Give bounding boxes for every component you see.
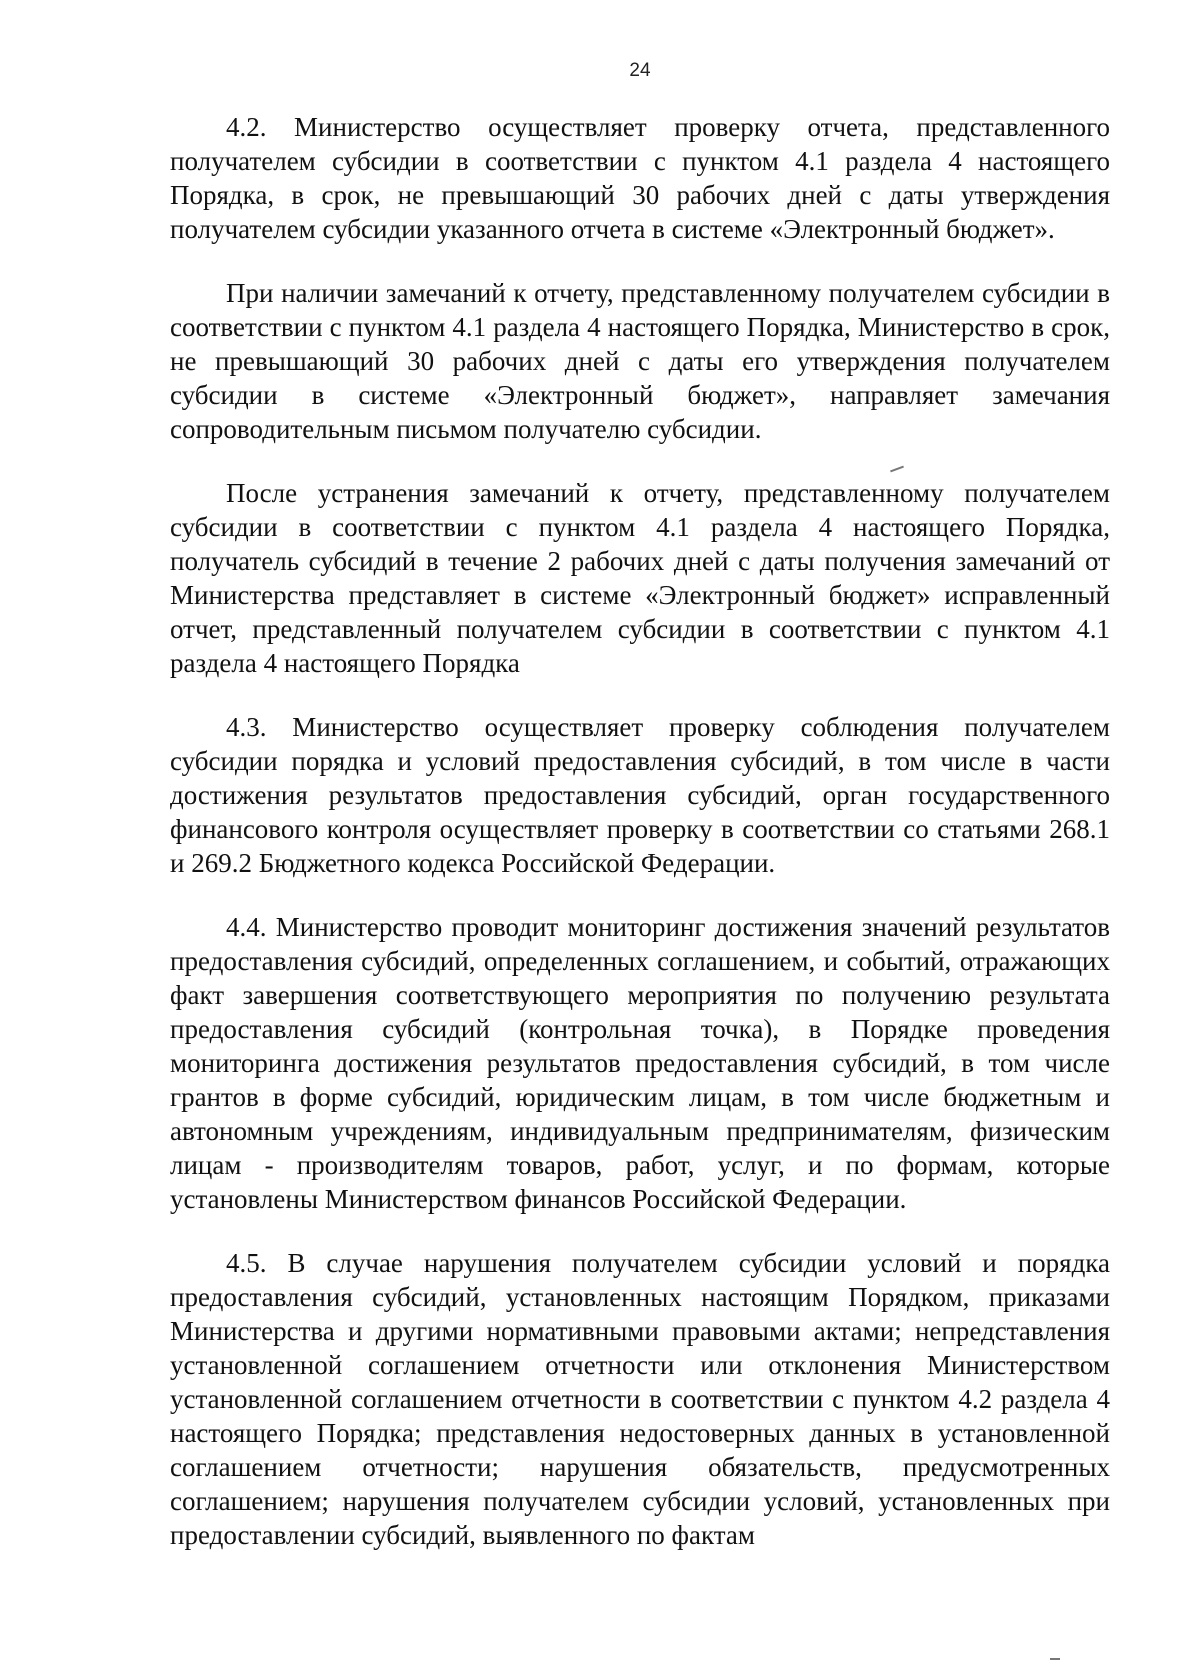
paragraph-remarks: При наличии замечаний к отчету, представленному получателем субсидии в соответствии с пунктом 4.1 раздела 4 настоящего Порядка, Министерство в срок, не превышающий 30 рабочих дней с даты его утверждения получателем субсидии в системе «Электронный бюджет», направляет замечания сопроводительным письмом получателю субсидии. (170, 278, 1110, 444)
paragraph-4-4: 4.4. Министерство проводит мониторинг достижения значений результатов предоставления субсидий, определенных соглашением, и событий, отражающих факт завершения соответствующего мероприятия по получению результата предоставления субсидий (контрольная точка), в Порядке проведения мониторинга достижения результатов предоставления субсидий, в том числе грантов в форме субсидий, юридическим лицам, в том числе бюджетным и автономным учреждениям, индивидуальным предпринимателям, физическим лицам - производителям товаров, работ, услуг, и по формам, которые установлены Министерством финансов Российской Федерации. (170, 912, 1110, 1214)
paragraph-4-3: 4.3. Министерство осуществляет проверку соблюдения получателем субсидии порядка и условий предоставления субсидий, в том числе в части достижения результатов предоставления субсидий, орган государственного финансового контроля осуществляет проверку в соответствии со статьями 268.1 и 269.2 Бюджетного кодекса Российской Федерации. (170, 712, 1110, 878)
document-body (170, 110, 1110, 1552)
scan-speck (1050, 1658, 1060, 1660)
page-number: 24 (629, 60, 651, 81)
paragraph-4-5: 4.5. В случае нарушения получателем субсидии условий и порядка предоставления субсидий, установленных настоящим Порядком, приказами Министерства и другими нормативными правовыми актами; непредставления установленной соглашением отчетности или отклонения Министерством установленной соглашением отчетности в соответствии с пунктом 4.2 раздела 4 настоящего Порядка; представления недостоверных данных в установленной соглашением отчетности; нарушения обязательств, предусмотренных соглашением; нарушения получателем субсидии условий, установленных при предоставлении субсидий, выявленного по фактам (170, 1248, 1110, 1550)
paragraph-4-2: 4.2. Министерство осуществляет проверку отчета, представленного получателем субсидии в соответствии с пунктом 4.1 раздела 4 настоящего Порядка, в срок, не превышающий 30 рабочих дней с даты утверждения получателем субсидии указанного отчета в системе «Электронный бюджет». (170, 112, 1110, 244)
paragraph-after-remarks: После устранения замечаний к отчету, представленному получателем субсидии в соответствии с пунктом 4.1 раздела 4 настоящего Порядка, получатель субсидий в течение 2 рабочих дней с даты получения замечаний от Министерства представляет в системе «Электронный бюджет» исправленный отчет, представленный получателем субсидии в соответствии с пунктом 4.1 раздела 4 настоящего Порядка (170, 478, 1110, 678)
